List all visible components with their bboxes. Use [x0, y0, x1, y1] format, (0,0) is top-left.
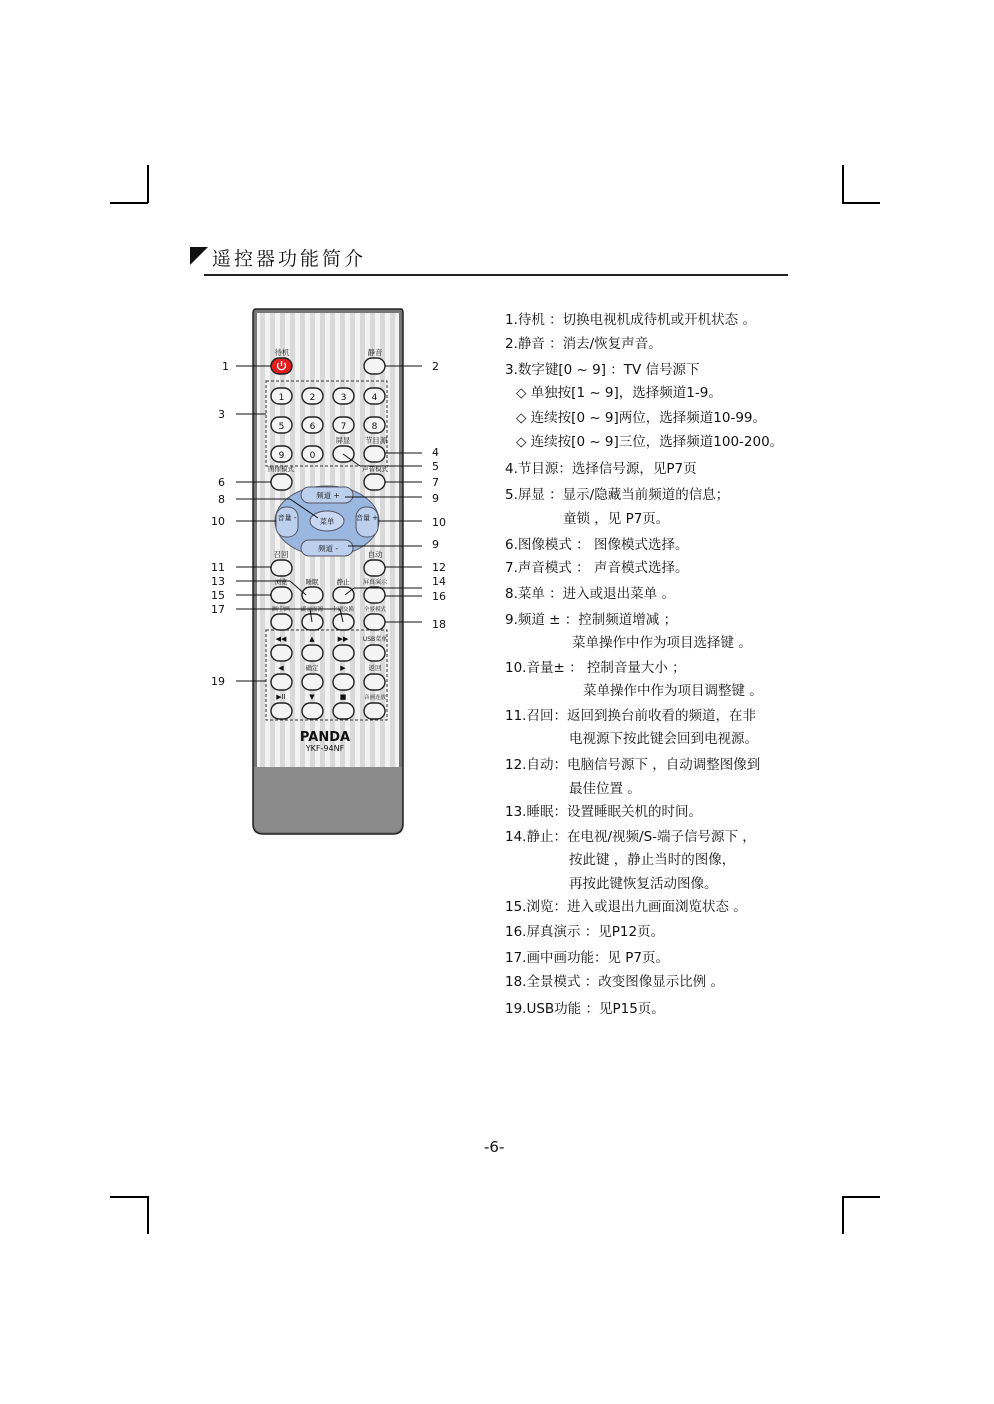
rewind-button — [271, 645, 292, 661]
page-number: -6- — [484, 1138, 505, 1156]
volume-minus-label: 音量 - — [277, 514, 297, 522]
swap-button — [333, 614, 354, 630]
callout-10-right: 10 — [432, 516, 446, 529]
desc-line-15: 10.音量± ： 控制音量大小 ； — [505, 660, 686, 676]
play-pause-button — [271, 703, 292, 719]
callout-9-top: 9 — [432, 492, 439, 505]
stop-button — [333, 703, 354, 719]
auto-label: 自动 — [367, 550, 383, 559]
desc-line-12: 8.菜单 ：进入或退出菜单 。 — [505, 586, 675, 602]
rewind-label: ◀◀ — [275, 635, 287, 643]
channel-up-label: 频道 + — [316, 491, 340, 500]
callout-13: 13 — [211, 575, 225, 588]
channel-down-label: 频道 - — [317, 544, 339, 553]
callout-5: 5 — [432, 460, 439, 473]
desc-line-8: 5.屏显 ：显示/隐藏当前频道的信息； — [505, 487, 730, 503]
page-title: 遥控器功能简介 — [212, 248, 367, 270]
desc-line-18: 电视源下按此键会回到电视源。 — [569, 731, 758, 747]
back-button — [364, 674, 385, 690]
desc-line-1: 1.待机 ：切换电视机成待机或开机状态 。 — [505, 312, 756, 328]
digit-5-label: 5 — [278, 422, 285, 432]
callout-16: 16 — [432, 590, 446, 603]
freeze-label: 静止 — [336, 578, 350, 586]
desc-line-3: 3.数字键[0 ~ 9] ：TV 信号源下 — [505, 362, 700, 378]
digit-9-label: 9 — [278, 451, 285, 461]
av-play-label: 音画连放 — [363, 695, 387, 701]
callout-1: 1 — [222, 360, 229, 373]
confirm-label: 确定 — [305, 664, 319, 672]
callout-6: 6 — [218, 476, 225, 489]
screen-demo-label: 屏真演示 — [362, 579, 388, 586]
menu-label: 菜单 — [319, 517, 335, 526]
up-label: ▲ — [309, 635, 315, 643]
model-label: YKF-94NF — [305, 744, 345, 753]
left-label: ◀ — [278, 664, 284, 672]
desc-line-4: ◇ 单独按[1 ~ 9]，选择频道1-9。 — [516, 385, 722, 401]
desc-line-7: 4.节目源：选择信号源，见P7页 — [505, 461, 697, 477]
desc-line-19: 12.自动：电脑信号源下 ，自动调整图像到 — [505, 757, 761, 773]
desc-line-16: 菜单操作中作为项目调整键 。 — [583, 683, 763, 699]
sleep-button — [302, 587, 323, 603]
desc-line-27: 17.画中画功能：见 P7页。 — [505, 950, 669, 966]
desc-line-11: 7.声音模式 ： 声音模式选择。 — [505, 560, 689, 576]
desc-line-2: 2.静音 ：消去/恢复声音。 — [505, 336, 662, 352]
down-button — [302, 703, 323, 719]
screen-display-label: 屏显 — [335, 436, 351, 445]
sound-mode-label: 声音模式 — [362, 465, 388, 473]
up-button — [302, 645, 323, 661]
desc-line-14: 菜单操作中作为项目选择键 。 — [572, 635, 752, 651]
digit-0-label: 0 — [309, 451, 316, 461]
picture-mode-label: 图像模式 — [268, 465, 294, 473]
panorama-button — [364, 614, 385, 630]
desc-line-6: ◇ 连续按[0 ~ 9]三位，选择频道100-200。 — [516, 434, 784, 450]
back-label: 返回 — [368, 664, 382, 672]
volume-plus-label: 音量 + — [355, 514, 379, 522]
panorama-label: 全景模式 — [363, 607, 387, 613]
desc-line-17: 11.召回：返回到换台前收看的频道，在非 — [505, 708, 756, 724]
brand-logo: PANDA — [299, 730, 351, 745]
desc-line-5: ◇ 连续按[0 ~ 9]两位，选择频道10-99。 — [516, 410, 767, 426]
usb-menu-label: USB菜单 — [362, 636, 388, 643]
desc-line-23: 按此键 ，静止当时的图像， — [569, 852, 736, 868]
digit-7-label: 7 — [340, 422, 347, 432]
callout-3: 3 — [218, 408, 225, 421]
recall-label: 召回 — [273, 550, 289, 559]
picture-mode-button — [271, 474, 292, 490]
freeze-button — [333, 587, 354, 603]
callout-17: 17 — [211, 603, 225, 616]
standby-label: 待机 — [274, 348, 290, 357]
callout-7: 7 — [432, 476, 439, 489]
sound-mode-button — [364, 474, 385, 490]
mute-label: 静音 — [367, 348, 383, 357]
screen-demo-button — [364, 587, 385, 603]
callout-8: 8 — [218, 493, 225, 506]
pip-label: 画中画 — [271, 606, 291, 613]
sleep-label: 睡眠 — [305, 578, 319, 586]
digit-3-label: 3 — [340, 393, 347, 403]
sub-source-button — [302, 614, 323, 630]
sub-source-label: 副画面源 — [300, 607, 324, 613]
desc-line-29: 19.USB功能 ：见P15页。 — [505, 1001, 665, 1017]
digit-4-label: 4 — [371, 393, 378, 403]
recall-button — [271, 560, 292, 576]
digit-6-label: 6 — [309, 422, 316, 432]
desc-line-26: 16.屏真演示 ：见P12页。 — [505, 924, 665, 940]
left-button — [271, 674, 292, 690]
down-label: ▼ — [309, 693, 315, 701]
callout-4: 4 — [432, 446, 439, 459]
play-pause-label: ▶II — [276, 693, 286, 701]
digit-1-label: 1 — [278, 393, 285, 403]
desc-line-13: 9.频道 ± ：控制频道增减 ； — [505, 612, 678, 628]
program-source-button — [364, 446, 385, 462]
callout-9-bottom: 9 — [432, 538, 439, 551]
callout-15: 15 — [211, 589, 225, 602]
remote-bottom — [254, 767, 402, 832]
right-label: ▶ — [340, 664, 346, 672]
swap-label: 主副交换 — [331, 607, 355, 613]
right-button — [333, 674, 354, 690]
callout-12: 12 — [432, 561, 446, 574]
callout-18: 18 — [432, 618, 446, 631]
callout-19: 19 — [211, 675, 225, 688]
stop-label: ■ — [339, 693, 347, 701]
desc-line-25: 15.浏览：进入或退出九画面浏览状态 。 — [505, 899, 747, 915]
mute-button — [364, 358, 385, 374]
browse-label: 浏览 — [274, 578, 288, 586]
digit-8-label: 8 — [371, 422, 378, 432]
desc-line-10: 6.图像模式 ： 图像模式选择。 — [505, 537, 689, 553]
desc-line-24: 再按此键恢复活动图像。 — [569, 876, 718, 892]
program-source-label: 节目源 — [364, 436, 388, 445]
digit-2-label: 2 — [309, 393, 316, 403]
confirm-button — [302, 674, 323, 690]
auto-button — [364, 560, 385, 576]
usb-menu-button — [364, 645, 385, 661]
callout-14: 14 — [432, 575, 446, 588]
desc-line-28: 18.全景模式 ：改变图像显示比例 。 — [505, 974, 725, 990]
av-play-button — [364, 703, 385, 719]
desc-line-9: 童锁 ，见 P7页。 — [563, 511, 670, 527]
browse-button — [271, 587, 292, 603]
callout-2: 2 — [432, 360, 439, 373]
desc-line-20: 最佳位置 。 — [569, 781, 641, 797]
callout-10-left: 10 — [211, 515, 225, 528]
desc-line-21: 13.睡眠：设置睡眠关机的时间。 — [505, 804, 702, 820]
desc-line-22: 14.静止：在电视/视频/S-端子信号源下 ， — [505, 829, 756, 845]
callout-11: 11 — [211, 561, 225, 574]
fast-forward-label: ▶▶ — [337, 635, 349, 643]
fast-forward-button — [333, 645, 354, 661]
pip-button — [271, 614, 292, 630]
